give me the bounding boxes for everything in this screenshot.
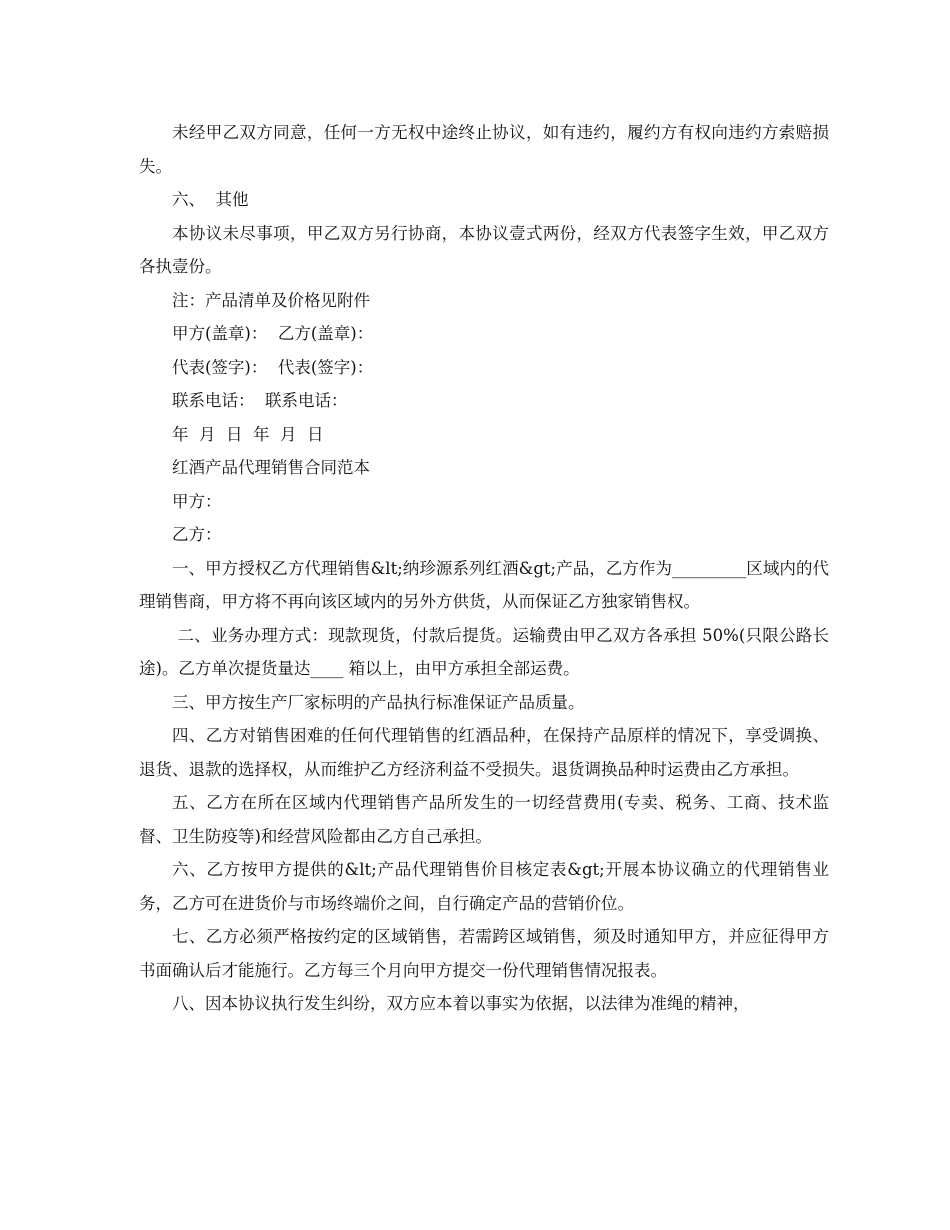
date-line: 年 月 日 年 月 日 (172, 424, 324, 444)
signature-line: 代表(签字)： 代表(签字)： (172, 357, 374, 377)
clause-7: 七、乙方必须严格按约定的区域销售，若需跨区域销售，须及时通知甲方，并应征得甲方书面确认后才能施行。乙方每三个月向甲方提交一份代理销售情况报表。 (139, 927, 829, 980)
clause-6: 六、乙方按甲方提供的&lt;产品代理销售价目核定表&gt;开展本协议确立的代理销售业务，乙方可在进货价与市场终端价之间，自行确定产品的营销价位。 (139, 860, 829, 913)
clause-4: 四、乙方对销售困难的任何代理销售的红酒品种，在保持产品原样的情况下，享受调换、退货、退款的选择权，从而维护乙方经济利益不受损失。退货调换品种时运费由乙方承担。 (139, 726, 829, 779)
clause-1: 一、甲方授权乙方代理销售&lt;纳珍源系列红酒&gt;产品，乙方作为_________区域内的代理销售商，甲方将不再向该区域内的另外方供货，从而保证乙方独家销售权。 (139, 558, 829, 611)
clause-5: 五、乙方在所在区域内代理销售产品所发生的一切经营费用(专卖、税务、工商、技术监督、卫生防疫等)和经营风险都由乙方自己承担。 (139, 793, 829, 846)
clause-8: 八、因本协议执行发生纠纷，双方应本着以事实为依据，以法律为准绳的精神， (172, 994, 750, 1013)
paragraph-copies: 本协议未尽事项，甲乙双方另行协商，本协议壹式两份，经双方代表签字生效，甲乙双方各执壹份。 (139, 223, 829, 276)
section-heading-other: 六、 其他 (172, 190, 249, 209)
seal-line: 甲方(盖章)： 乙方(盖章)： (172, 324, 374, 343)
clause-2: 二、业务办理方式：现款现货，付款后提货。运输费由甲乙双方各承担 50%(只限公路长途)。乙方单次提货量达____ 箱以上，由甲方承担全部运费。 (139, 625, 829, 678)
phone-line: 联系电话： 联系电话： (172, 391, 348, 410)
party-a-line: 甲方： (172, 491, 222, 511)
contract-title: 红酒产品代理销售合同范本 (172, 458, 370, 477)
clause-3: 三、甲方按生产厂家标明的产品执行标准保证产品质量。 (172, 692, 585, 712)
party-b-line: 乙方： (172, 525, 222, 544)
paragraph-termination: 未经甲乙双方同意，任何一方无权中途终止协议，如有违约，履约方有权向违约方索赔损失。 (139, 123, 829, 176)
note-attachment: 注：产品清单及价格见附件 (172, 290, 370, 310)
document-body (139, 116, 829, 1021)
